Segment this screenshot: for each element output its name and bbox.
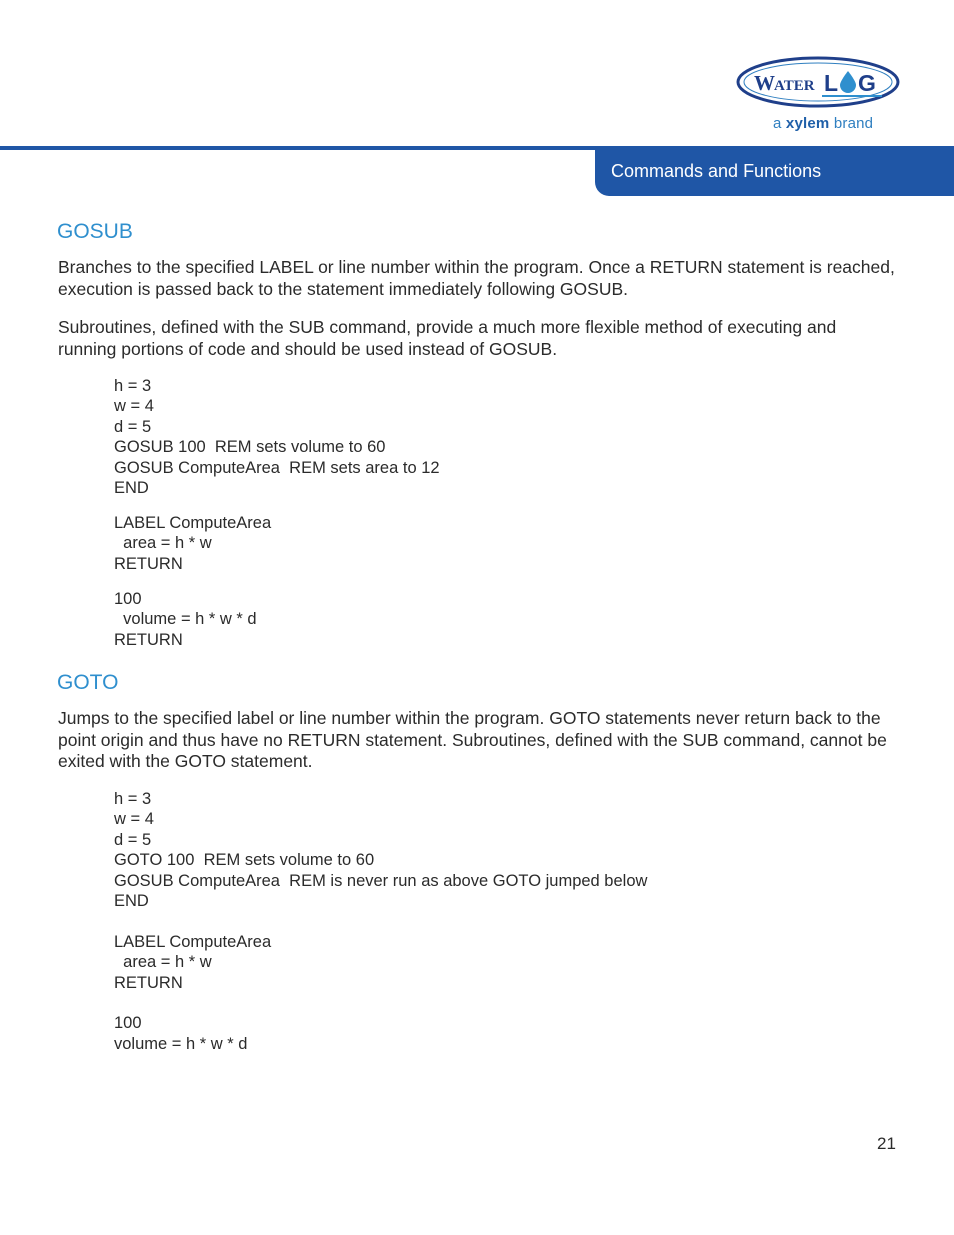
gosub-heading: GOSUB xyxy=(57,220,133,243)
gosub-subroutine-note: Subroutines, defined with the SUB command, provide a much more flexible method of executing and running portions of code and should be used instead of GOSUB. xyxy=(58,317,837,359)
page-number: 21 xyxy=(877,1134,896,1153)
goto-description: Jumps to the specified label or line number within the program. GOTO statements never return back to the point origin and thus have no RETURN statement. Subroutines, defined with the SUB command, cannot be exited with the GOTO statement. xyxy=(58,708,887,771)
brand-tagline xyxy=(773,115,873,132)
svg-text:ATER: ATER xyxy=(774,78,815,94)
section-tab: Commands and Functions xyxy=(595,146,954,196)
svg-text:L: L xyxy=(824,70,839,96)
waterlog-logo xyxy=(736,56,900,108)
goto-heading: GOTO xyxy=(57,671,119,694)
tagline-prefix: a xyxy=(773,115,786,132)
gosub-description: Branches to the specified LABEL or line number within the program. Once a RETURN statement is reached, execution is passed back to the statement immediately following GOSUB. xyxy=(58,257,895,299)
svg-text:G: G xyxy=(858,70,876,96)
gosub-code-label: LABEL ComputeArea area = h * w RETURN xyxy=(114,514,272,573)
tagline-brand: xylem xyxy=(785,115,830,132)
tagline-suffix: brand xyxy=(829,115,874,132)
goto-code: h = 3 w = 4 d = 5 GOTO 100 REM sets volume to 60 GOSUB ComputeArea REM is never run as above GOTO jumped below END LABEL ComputeArea area = h * w RETURN 100 volume = h * w * d xyxy=(114,790,648,1053)
gosub-code-line100: 100 volume = h * w * d RETURN xyxy=(114,590,257,649)
gosub-code-main: h = 3 w = 4 d = 5 GOSUB 100 REM sets volume to 60 GOSUB ComputeArea REM sets area to 12 END xyxy=(114,377,440,498)
svg-text:W: W xyxy=(754,71,775,95)
